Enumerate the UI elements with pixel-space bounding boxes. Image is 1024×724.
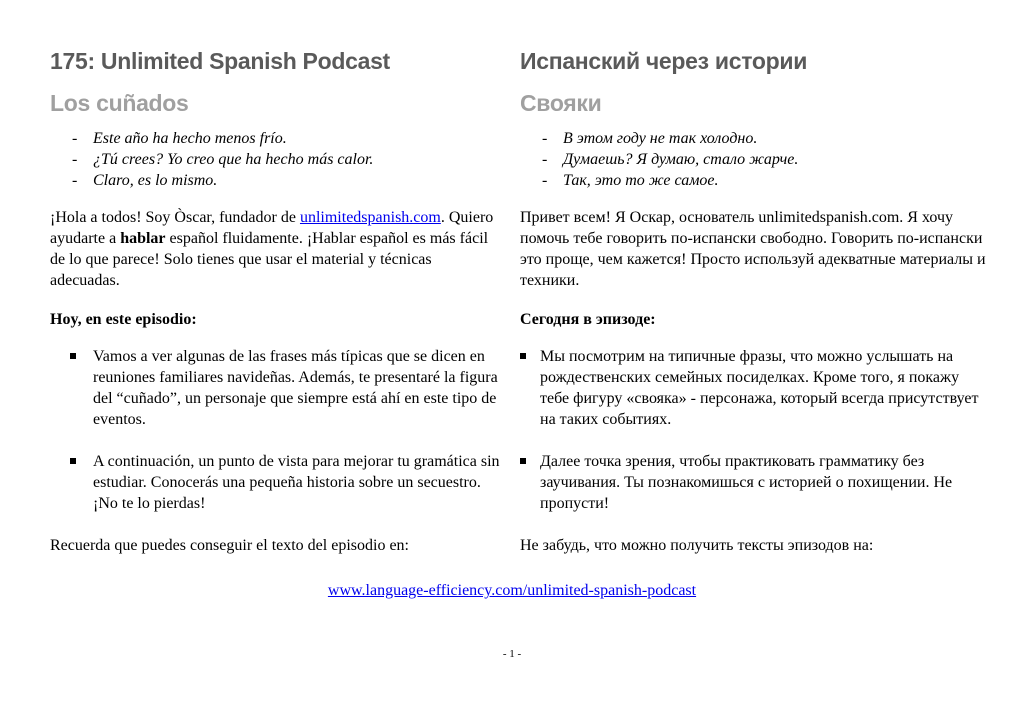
spanish-bullets: [50, 346, 502, 514]
list-item: Далее точка зрения, чтобы практиковать грамматику без заучивания. Ты познакомишься с историей о похищении. Не пропусти!: [520, 451, 990, 514]
dialogue-line: - Este año ha hecho menos frío.: [72, 130, 287, 147]
dash-icon: -: [542, 130, 548, 147]
dialogue-line: - Думаешь? Я думаю, стало жарче.: [542, 151, 799, 168]
square-bullet-icon: [520, 353, 526, 359]
russian-subtitle: Свояки: [520, 90, 602, 116]
language-efficiency-link[interactable]: www.language-efficiency.com/unlimited-spanish-podcast: [327, 582, 697, 599]
dash-icon: -: [72, 130, 78, 147]
bold-word: hablar: [120, 230, 166, 247]
list-item: Мы посмотрим на типичные фразы, что можно услышать на рождественских семейных посиделках. Кроме того, я покажу тебе фигуру «свояка» - персонажа, который всегда присутствует на таких событиях.: [520, 346, 990, 430]
russian-episode-heading: Сегодня в эпизоде:: [520, 311, 656, 328]
square-bullet-icon: [70, 458, 76, 464]
dialogue-line: - Так, это то же самое.: [542, 172, 719, 189]
spanish-title: 175: Unlimited Spanish Podcast: [50, 48, 390, 74]
spanish-column: [50, 44, 502, 556]
russian-dialogue: [520, 128, 990, 191]
episode-url-footer: [0, 580, 1024, 601]
russian-column: [520, 44, 990, 556]
dash-icon: -: [72, 151, 78, 168]
dialogue-line: - ¿Tú crees? Yo creo que ha hecho más calor.: [72, 151, 374, 168]
list-item: A continuación, un punto de vista para mejorar tu gramática sin estudiar. Conocerás una pequeña historia sobre un secuestro. ¡No te lo pierdas!: [50, 451, 502, 514]
dialogue-line: - Claro, es lo mismo.: [72, 172, 218, 189]
spanish-closing: Recuerda que puedes conseguir el texto del episodio en:: [50, 537, 409, 554]
spanish-dialogue: [50, 128, 502, 191]
russian-title: Испанский через истории: [520, 48, 808, 74]
square-bullet-icon: [70, 353, 76, 359]
dash-icon: -: [542, 151, 548, 168]
square-bullet-icon: [520, 458, 526, 464]
dash-icon: -: [542, 172, 548, 189]
spanish-intro: ¡Hola a todos! Soy Òscar, fundador de unlimitedspanish.com. Quiero ayudarte a hablar español fluidamente. ¡Hablar español es más fácil de lo que parece! Solo tienes que usar el material y técnicas adecuadas.: [50, 209, 494, 289]
spanish-subtitle: Los cuñados: [50, 90, 189, 116]
russian-intro: Привет всем! Я Оскар, основатель unlimitedspanish.com. Я хочу помочь тебе говорить по-испански свободно. Говорить по-испански это проще, чем кажется! Просто используй адекватные материалы и техники.: [520, 209, 986, 289]
page-number: - 1 -: [502, 648, 522, 660]
list-item: Vamos a ver algunas de las frases más típicas que se dicen en reuniones familiares navideñas. Además, te presentaré la figura del “cuñado”, un personaje que siempre está ahí en este tipo de eventos.: [50, 346, 502, 430]
russian-closing: Не забудь, что можно получить тексты эпизодов на:: [520, 537, 874, 554]
spanish-episode-heading: Hoy, en este episodio:: [50, 311, 197, 328]
russian-bullets: [520, 346, 990, 514]
unlimitedspanish-link[interactable]: unlimitedspanish.com: [299, 209, 441, 226]
dash-icon: -: [72, 172, 78, 189]
dialogue-line: - В этом году не так холодно.: [542, 130, 758, 147]
